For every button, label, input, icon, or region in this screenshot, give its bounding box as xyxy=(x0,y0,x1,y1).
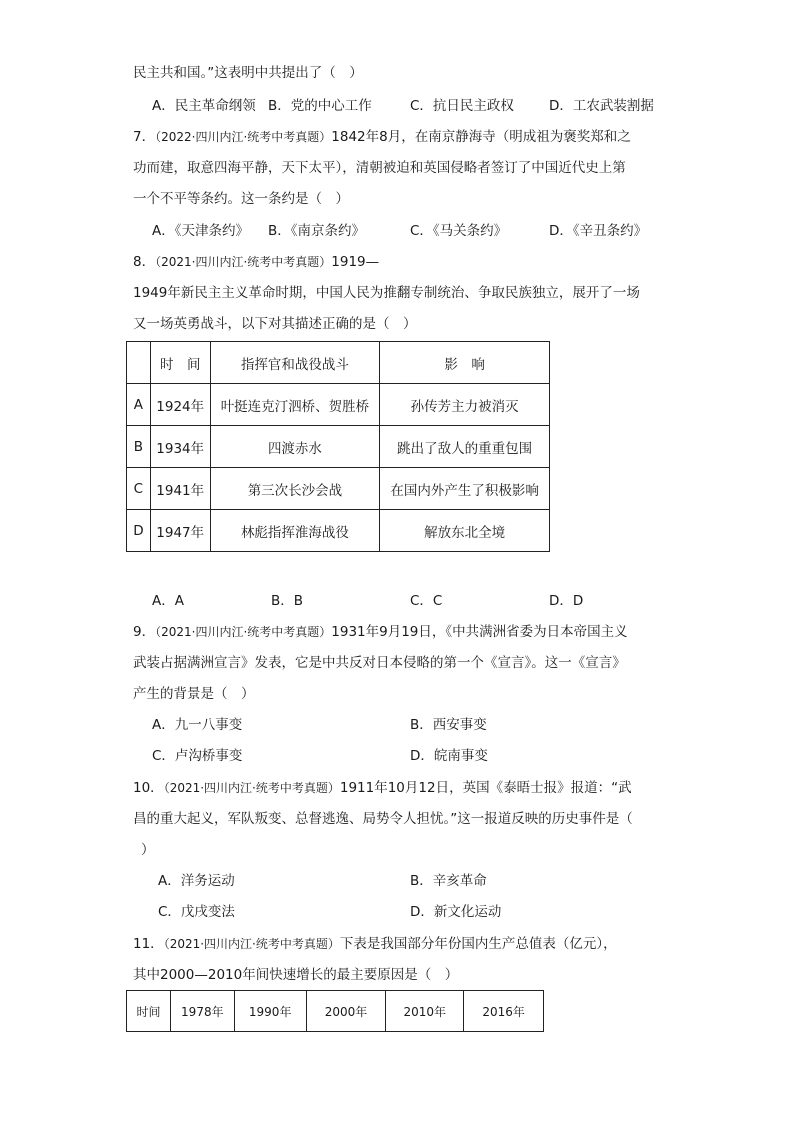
q10-option-c[interactable]: C．戊戌变法 xyxy=(158,904,235,920)
table-cell: B xyxy=(127,426,151,468)
table-header-cell xyxy=(127,342,151,384)
q7-line1 xyxy=(133,127,631,147)
q7-line2: 功而建，取意四海平静，天下太平），清朝被迫和英国侵略者签订了中国近代史上第 xyxy=(133,160,626,176)
q11-source: （2021·四川内江·统考中考真题） xyxy=(163,937,340,951)
q11-text1: 下表是我国部分年份国内生产总值表（亿元）， xyxy=(339,936,617,952)
table-header-cell: 1978年 xyxy=(170,991,234,1032)
q8-source: （2021·四川内江·统考中考真题） xyxy=(155,255,332,269)
table-cell: 1934年 xyxy=(150,426,210,468)
table-header-cell: 时间 xyxy=(127,991,171,1032)
table-header-cell: 时 间 xyxy=(150,342,210,384)
q7-source: （2022·四川内江·统考中考真题） xyxy=(155,130,332,144)
q10-line3: ） xyxy=(141,842,155,858)
table-header-cell: 2010年 xyxy=(386,991,464,1032)
q8-line3: 又一场英勇战斗，以下对其描述正确的是（ ） xyxy=(133,316,417,332)
q11-line1 xyxy=(133,934,617,954)
table-header-cell: 影 响 xyxy=(380,342,550,384)
q8-option-b[interactable]: B．B xyxy=(271,593,304,609)
q8-option-c[interactable]: C．C xyxy=(410,593,443,609)
q10-line1 xyxy=(133,778,632,798)
q9-line2: 武装占据满洲宣言》发表，它是中共反对日本侵略的第一个《宣言》。这一《宣言》 xyxy=(133,655,626,671)
q10-source: （2021·四川内江·统考中考真题） xyxy=(163,781,340,795)
table-cell: 解放东北全境 xyxy=(380,510,550,552)
q8-text1: 1919— xyxy=(331,254,380,270)
q11-table xyxy=(126,990,544,1032)
table-cell: 1947年 xyxy=(150,510,210,552)
table-cell: 1924年 xyxy=(150,384,210,426)
q8-line2: 1949年新民主主义革命时期，中国人民为推翻专制统治、争取民族独立，展开了一场 xyxy=(133,285,640,301)
q9-option-c[interactable]: C．卢沟桥事变 xyxy=(152,748,243,764)
q9-option-b[interactable]: B．西安事变 xyxy=(410,717,487,733)
q8-number: 8． xyxy=(133,254,156,270)
q8-line1 xyxy=(133,252,379,272)
table-cell: 林彪指挥淮海战役 xyxy=(210,510,380,552)
table-cell: 叶挺连克汀泗桥、贺胜桥 xyxy=(210,384,380,426)
q8-option-d[interactable]: D．D xyxy=(549,593,584,609)
table-header-cell: 指挥官和战役战斗 xyxy=(210,342,380,384)
q10-line2: 昌的重大起义，军队叛变、总督逃逸、局势令人担忧。”这一报道反映的历史事件是（ xyxy=(133,811,633,827)
q6-option-d[interactable]: D．工农武装割据 xyxy=(549,98,654,114)
q8-table-header xyxy=(127,342,550,384)
q7-number: 7． xyxy=(133,129,156,145)
q9-option-a[interactable]: A．九一八事变 xyxy=(152,717,243,733)
table-cell: 在国内外产生了积极影响 xyxy=(380,468,550,510)
q7-text1: 1842年8月，在南京静海寺（明成祖为褒奖郑和之 xyxy=(331,129,631,145)
q6-option-b[interactable]: B．党的中心工作 xyxy=(268,98,372,114)
table-row xyxy=(127,468,550,510)
table-cell: A xyxy=(127,384,151,426)
q10-text1: 1911年10月12日，英国《泰晤士报》报道：“武 xyxy=(339,780,632,796)
q11-number: 11． xyxy=(133,936,164,952)
q10-option-a[interactable]: A．洋务运动 xyxy=(158,873,235,889)
table-cell: C xyxy=(127,468,151,510)
q9-text1: 1931年9月19日，《中共满洲省委为日本帝国主义 xyxy=(331,624,628,640)
table-cell: 四渡赤水 xyxy=(210,426,380,468)
q6-option-a[interactable]: A．民主革命纲领 xyxy=(152,98,256,114)
q11-line2: 其中2000—2010年间快速增长的最主要原因是（ ） xyxy=(133,967,459,983)
q9-line1 xyxy=(133,622,628,642)
q7-option-d[interactable]: D．《辛丑条约》 xyxy=(549,223,648,239)
q7-line3: 一个不平等条约。这一条约是（ ） xyxy=(133,191,349,207)
table-row xyxy=(127,426,550,468)
table-row xyxy=(127,384,550,426)
q9-number: 9． xyxy=(133,624,156,640)
q10-option-b[interactable]: B．辛亥革命 xyxy=(410,873,487,889)
q8-table xyxy=(126,341,550,552)
q10-number: 10． xyxy=(133,780,164,796)
table-row xyxy=(127,510,550,552)
q11-table-header xyxy=(127,991,544,1032)
q8-option-a[interactable]: A．A xyxy=(152,593,184,609)
q7-option-b[interactable]: B．《南京条约》 xyxy=(268,223,366,239)
q6-stem-tail: 民主共和国。”这表明中共提出了（ ） xyxy=(133,65,363,81)
table-header-cell: 2000年 xyxy=(306,991,386,1032)
q6-option-c[interactable]: C．抗日民主政权 xyxy=(410,98,514,114)
table-cell: 跳出了敌人的重重包围 xyxy=(380,426,550,468)
table-header-cell: 2016年 xyxy=(464,991,544,1032)
q9-source: （2021·四川内江·统考中考真题） xyxy=(155,625,332,639)
q9-option-d[interactable]: D．皖南事变 xyxy=(410,748,488,764)
table-cell: 1941年 xyxy=(150,468,210,510)
q9-line3: 产生的背景是（ ） xyxy=(133,686,255,702)
q7-option-c[interactable]: C．《马关条约》 xyxy=(410,223,508,239)
table-cell: 孙传芳主力被消灭 xyxy=(380,384,550,426)
table-cell: D xyxy=(127,510,151,552)
q10-option-d[interactable]: D．新文化运动 xyxy=(410,904,502,920)
table-header-cell: 1990年 xyxy=(234,991,306,1032)
table-cell: 第三次长沙会战 xyxy=(210,468,380,510)
q7-option-a[interactable]: A．《天津条约》 xyxy=(152,223,249,239)
